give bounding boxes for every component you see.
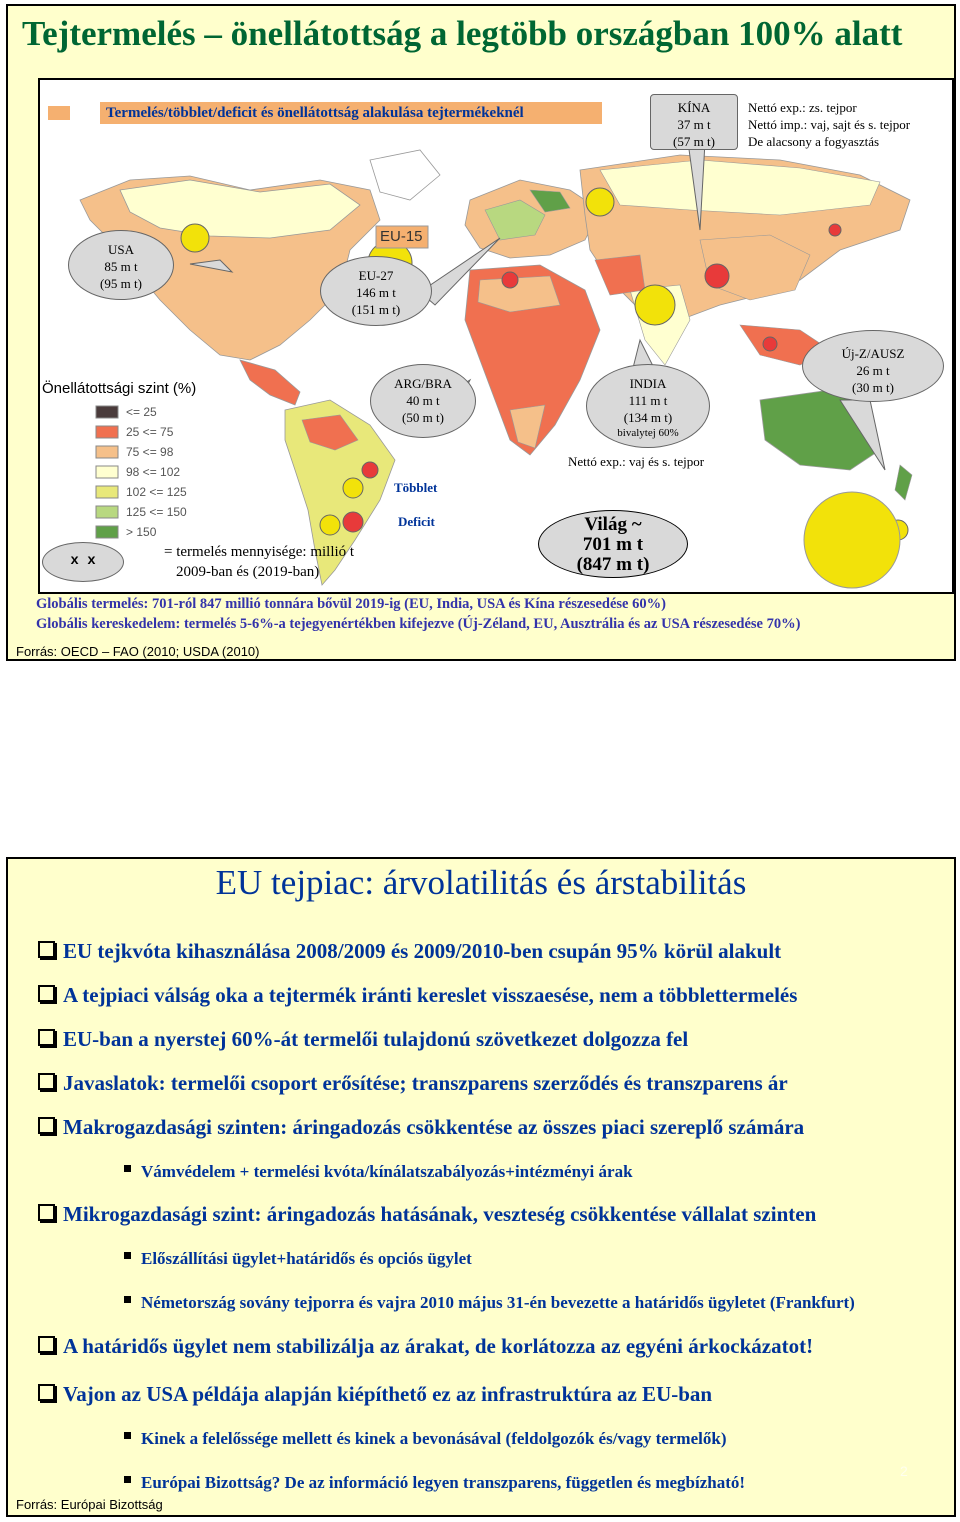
checkbox-icon	[38, 1204, 55, 1221]
bullet-5-text: Makrogazdasági szinten: áringadozás csökkentése az összes piaci szereplő számára	[63, 1115, 805, 1139]
argbra-name: ARG/BRA	[394, 376, 452, 391]
eu-prod: 146 m t	[356, 285, 396, 300]
legend-range-5: 102 <= 125	[126, 485, 187, 499]
bullet-1	[38, 939, 781, 964]
square-bullet-icon	[124, 1432, 131, 1439]
sub-bullet-3-text: Németország sovány tejporra és vajra 2010 május 31-én bevezette a határidős ügyletet (Frankfurt)	[141, 1293, 855, 1312]
bullet-2	[38, 983, 797, 1008]
sub-bullet-1-text: Vámvédelem + termelési kvóta/kínálatszabályozás+intézményi árak	[141, 1162, 633, 1181]
checkbox-icon	[38, 941, 55, 958]
india-extra: bivalytej 60%	[617, 427, 679, 439]
usa-prod: 85 m t	[104, 259, 138, 274]
world-line-3: (847 m t)	[576, 554, 650, 575]
nz-callout	[802, 330, 944, 402]
world-circle	[804, 492, 900, 588]
ru-pie	[586, 188, 614, 216]
india-prod: 111 m t	[628, 393, 668, 408]
india-name: INDIA	[629, 376, 667, 391]
legend-range-7: > 150	[126, 525, 157, 539]
title-swatch	[48, 106, 70, 120]
slide-volatility	[6, 857, 956, 1517]
india-note: Nettó exp.: vaj és s. tejpor	[568, 454, 705, 469]
china-callout	[650, 94, 738, 150]
square-bullet-icon	[124, 1476, 131, 1483]
sub-bullet-5	[124, 1473, 745, 1493]
india-proj: (134 m t)	[623, 410, 673, 425]
checkbox-icon	[38, 1117, 55, 1134]
bullet-6-text: Mikrogazdasági szint: áringadozás hatásának, veszteség csökkentése vállalat szinten	[63, 1202, 817, 1226]
india-callout	[586, 364, 710, 448]
legend-surplus: Többlet	[394, 480, 438, 495]
legend-range-1: <= 25	[126, 405, 157, 419]
checkbox-icon	[38, 985, 55, 1002]
world-line-2: 701 m t	[582, 534, 644, 555]
legend-range-4: 98 <= 102	[126, 465, 181, 479]
nz-name: Új-Z/AUSZ	[841, 346, 905, 361]
page-number: 2	[900, 1463, 908, 1479]
legend-range-6: 125 <= 150	[126, 505, 187, 519]
legend-xx-desc-2: 2009-ban és (2019-ban)	[176, 564, 320, 580]
central-america	[240, 360, 300, 405]
china-proj: (57 m t)	[673, 134, 715, 149]
slide1-source: Forrás: OECD – FAO (2010; USDA (2010)	[16, 644, 260, 659]
bullet-1-text: EU tejkvóta kihasználása 2008/2009 és 2009/2010-ben csupán 95% körül alakult	[63, 939, 782, 963]
nz-proj: (30 m t)	[852, 380, 894, 395]
sub-bullet-4	[124, 1429, 726, 1449]
checkbox-icon	[38, 1073, 55, 1090]
legend-deficit: Deficit	[398, 514, 435, 529]
bullet-3	[38, 1027, 688, 1052]
legend-xx-desc-1: = termelés mennyisége: millió t	[164, 544, 355, 560]
slide2-source: Forrás: Európai Bizottság	[16, 1497, 163, 1512]
sub-bullet-2	[124, 1249, 472, 1269]
slide-production	[6, 4, 956, 661]
usa-callout	[68, 230, 174, 300]
china-note-3: De alacsony a fogyasztás	[748, 134, 880, 149]
legend-range-3: 75 <= 98	[126, 445, 174, 459]
bullet-5	[38, 1115, 804, 1140]
bullet-2-text: A tejpiaci válság oka a tejtermék iránti kereslet visszaesése, nem a többlettermelés	[63, 983, 798, 1007]
india-pie	[635, 285, 675, 325]
world-callout	[538, 510, 688, 578]
global-production: Globális termelés: 701-ról 847 millió tonnára bővül 2019-ig (EU, India, USA és Kína részesedése 60%)	[36, 596, 666, 612]
bullet-4	[38, 1071, 788, 1096]
world-map-frame	[38, 78, 954, 594]
china-note-2: Nettó imp.: vaj, sajt és s. tejpor	[748, 117, 911, 132]
china-prod: 37 m t	[677, 117, 711, 132]
square-bullet-icon	[124, 1165, 131, 1172]
slide2-title: EU tejpiac: árvolatilitás és árstabilitás	[215, 863, 747, 902]
bullet-7-text: A határidős ügylet nem stabilizálja az árakat, de korlátozza az egyéni árkockázatot!	[63, 1334, 814, 1358]
bullet-7	[38, 1334, 813, 1359]
china-pie	[705, 264, 729, 288]
legend-title: Önellátottsági szint (%)	[42, 380, 197, 397]
square-bullet-icon	[124, 1252, 131, 1259]
greenland	[370, 150, 440, 200]
arg-pie	[320, 515, 340, 535]
argbra-prod: 40 m t	[406, 393, 440, 408]
usa-name: USA	[107, 242, 134, 257]
eu-name: EU-27	[358, 268, 394, 283]
nz-prod: 26 m t	[856, 363, 890, 378]
bullet-3-text: EU-ban a nyerstej 60%-át termelői tulajdonú szövetkezet dolgozza fel	[63, 1027, 689, 1051]
sub-bullet-5-text: Európai Bizottság? De az információ legyen transzparens, független és megbízható!	[141, 1473, 746, 1492]
legend-range-2: 25 <= 75	[126, 425, 174, 439]
checkbox-icon	[38, 1336, 55, 1353]
argbra-callout	[370, 364, 476, 438]
legend-xx: x x	[42, 542, 124, 582]
eu-callout	[320, 256, 432, 326]
eu-proj: (151 m t)	[351, 302, 401, 317]
usa-proj: (95 m t)	[100, 276, 142, 291]
new-zealand	[895, 465, 912, 500]
sub-bullet-4-text: Kinek a felelőssége mellett és kinek a bevonásával (feldolgozók és/vagy termelők)	[141, 1429, 727, 1448]
checkbox-icon	[38, 1384, 55, 1401]
slide1-title: Tejtermelés – önellátottság a legtöbb országban 100% alatt	[22, 14, 903, 53]
usa-pie	[181, 224, 209, 252]
square-bullet-icon	[124, 1296, 131, 1303]
argbra-proj: (50 m t)	[402, 410, 444, 425]
map-title: Termelés/többlet/deficit és önellátottság alakulása tejtermékeknél	[106, 105, 524, 121]
bullet-4-text: Javaslatok: termelői csoport erősítése; transzparens szerződés és transzparens ár	[63, 1071, 788, 1095]
eu15-label: EU-15	[380, 228, 423, 245]
global-trade: Globális kereskedelem: termelés 5-6%-a tejegyenértékben kifejezve (Új-Zéland, EU, Ausztrália és az USA részesedése 70%)	[36, 616, 801, 632]
world-line-1: Világ ~	[584, 514, 642, 535]
sub-bullet-3	[124, 1293, 855, 1313]
china-note-1: Nettó exp.: zs. tejpor	[748, 100, 857, 115]
bullet-8-text: Vajon az USA példája alapján kiépíthető ez az infrastruktúra az EU-ban	[63, 1382, 713, 1406]
sub-bullet-2-text: Előszállítási ügylet+határidős és opciós ügylet	[141, 1249, 472, 1268]
bullet-8	[38, 1382, 712, 1407]
sub-bullet-1	[124, 1162, 633, 1182]
bullet-6	[38, 1202, 816, 1227]
china-name: KÍNA	[677, 100, 711, 115]
checkbox-icon	[38, 1029, 55, 1046]
